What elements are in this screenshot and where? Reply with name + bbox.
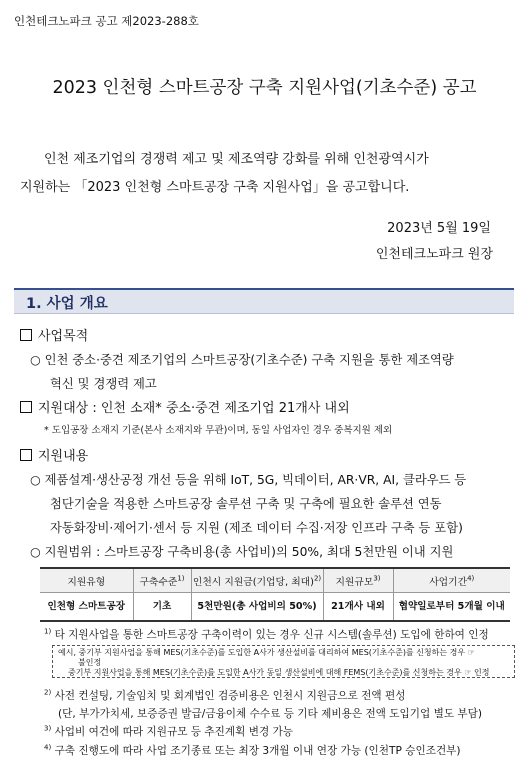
purpose-line-1: ○ 인천 중소·중견 제조기업의 스마트공장(기초수준) 구축 지원을 통한 제조역량 bbox=[30, 353, 454, 367]
section-title: 1. 사업 개요 bbox=[26, 296, 108, 312]
example-line-1b: 불인정 bbox=[78, 658, 102, 667]
footnote-1: $^{1)}$ 타 지원사업을 통한 스마트공장 구축이력이 있는 경우 신규 시스템(솔루션) 도입에 한하여 인정 bbox=[44, 627, 489, 641]
notice-number: 인천테크노파크 공고 제2023-288호 bbox=[14, 14, 199, 28]
footnote-3: $^{3)}$ 사업비 여건에 따라 지원규모 등 추진계획 변경 가능 bbox=[44, 724, 294, 738]
intro-line-2: 지원하는 「2023 인천형 스마트공장 구축 지원사업」을 공고합니다. bbox=[20, 180, 410, 195]
content-line-3: 자동화장비·제어기·센서 등 지원 (제조 데이터 수집·저장 인프라 구축 등 포함) bbox=[50, 521, 463, 535]
table-cell: 기초 bbox=[133, 593, 191, 622]
table-cell: 협약일로부터 5개월 이내 bbox=[393, 593, 510, 622]
page-title: 2023 인천형 스마트공장 구축 지원사업(기초수준) 공고 bbox=[52, 78, 477, 98]
purpose-line-2: 혁신 및 경쟁력 제고 bbox=[50, 377, 157, 391]
target-heading: 지원대상 : 인천 소재* 중소·중견 제조기업 21개사 내외 bbox=[20, 397, 350, 416]
announcement-date: 2023년 5월 19일 bbox=[387, 221, 491, 236]
footnote-2-detail: (단, 부가가치세, 보증증권 발급/금융이체 수수료 등 기타 제비용은 전액 도입기업 별도 부담) bbox=[58, 708, 483, 720]
example-line-1: 예시, 중기부 지원사업을 통해 MES(기초수준)를 도입한 A사가 생산설비를 대리하여 MES(기초수준)를 신청하는 경우 ☞ bbox=[58, 648, 475, 657]
intro-line-1: 인천 제조기업의 경쟁력 제고 및 제조역량 강화를 위해 인천광역시가 bbox=[44, 152, 429, 167]
table-cell: 21개사 내외 bbox=[323, 593, 393, 622]
table-header: 지원유형 bbox=[40, 568, 133, 593]
support-table bbox=[40, 567, 510, 622]
table-cell: 5천만원(총 사업비의 50%) bbox=[191, 593, 323, 622]
purpose-heading: 사업목적 bbox=[20, 325, 88, 344]
signer: 인천테크노파크 원장 bbox=[375, 247, 493, 262]
table-row bbox=[40, 593, 510, 622]
footnote-4: $^{4)}$ 구축 진행도에 따라 사업 조기종료 또는 최장 3개월 이내 연장 가능 (인천TP 승인조건부) bbox=[44, 743, 461, 757]
support-scope: ○ 지원범위 : 스마트공장 구축비용(총 사업비)의 50%, 최대 5천만원 이내 지원 bbox=[30, 545, 454, 559]
checkbox-square-icon bbox=[20, 449, 32, 461]
checkbox-square-icon bbox=[20, 329, 32, 341]
table-header: 구축수준$^{1)}$ bbox=[133, 568, 191, 593]
content-heading: 지원내용 bbox=[20, 445, 88, 464]
content-line-2: 첨단기술을 적용한 스마트공장 솔루션 구축 및 구축에 필요한 솔루션 연동 bbox=[50, 497, 442, 511]
target-note: * 도입공장 소재지 기준(본사 소재지와 무관)이며, 동일 사업자인 경우 중복지원 제외 bbox=[44, 425, 393, 436]
example-line-2: 중기부 지원사업을 통해 MES(기초수준)를 도입한 A사가 동일 생산설비에 대해 FEMS(기초수준)를 신청하는 경우 ☞ 인정 bbox=[68, 668, 490, 677]
table-header: 사업기간$^{4)}$ bbox=[393, 568, 510, 593]
table-cell: 인천형 스마트공장 bbox=[40, 593, 133, 622]
table-header: 인천시 지원금(기업당, 최대)$^{2)}$ bbox=[191, 568, 323, 593]
table-header: 지원규모$^{3)}$ bbox=[323, 568, 393, 593]
table-header-row bbox=[40, 568, 510, 593]
content-line-1: ○ 제품설계·생산공정 개선 등을 위해 IoT, 5G, 빅데이터, AR·VR, AI, 클라우드 등 bbox=[30, 473, 467, 487]
checkbox-square-icon bbox=[20, 401, 32, 413]
footnote-2: $^{2)}$ 사전 컨설팅, 기술임치 및 회계법인 검증비용은 인천시 지원금으로 전액 편성 bbox=[44, 688, 406, 702]
